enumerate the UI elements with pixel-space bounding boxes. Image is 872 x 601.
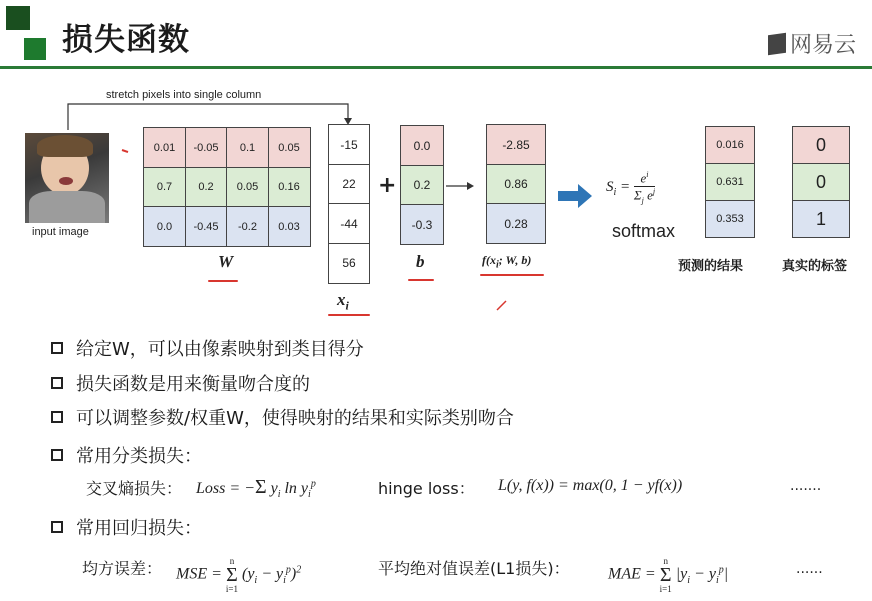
prediction-label: 预测的结果 — [678, 259, 744, 274]
mouth-shape — [59, 177, 73, 185]
pen-check-mark — [497, 301, 506, 310]
softmax-label: softmax — [612, 221, 676, 241]
mae-sum-top: n — [663, 556, 668, 566]
x-cell: -15 — [328, 124, 370, 165]
input-image-label: input image — [32, 226, 89, 238]
b-label: b — [416, 252, 425, 271]
ellipsis-2: ...... — [796, 561, 823, 577]
b-cell: 0.2 — [400, 165, 444, 206]
x-cell: -44 — [328, 203, 370, 244]
mse-sum-bottom: i=1 — [225, 584, 238, 594]
arrow-to-f-head — [467, 182, 474, 190]
x-label: $x_i$ — [337, 290, 349, 313]
prob-cell: 0.016 — [705, 126, 755, 164]
bullet-box — [51, 521, 63, 533]
w-cell: 0.16 — [268, 167, 311, 208]
page-title: 损失函数 — [62, 22, 190, 58]
mse-label: 均方误差： — [82, 559, 163, 578]
hinge-formula: L(y, f(x)) = max(0, 1 − yf(x)) — [498, 477, 683, 494]
prob-cell: 0.631 — [705, 163, 755, 201]
bullet-text-1: 给定W，可以由像素映射到类目得分 — [76, 339, 364, 360]
bullet-box — [51, 449, 63, 461]
w-cell: -0.45 — [185, 206, 228, 247]
truth-cell: 1 — [792, 200, 850, 238]
w-underline — [208, 280, 238, 282]
truth-cell: 0 — [792, 126, 850, 164]
w-cell: 0.05 — [268, 127, 311, 168]
ellipsis-1: ....... — [790, 478, 822, 494]
f-label: $f(x_i$; W, b) — [482, 253, 532, 271]
w-cell: -0.2 — [226, 206, 269, 247]
hinge-label: hinge loss： — [378, 479, 475, 498]
ce-formula: Loss = −Σ $y_i$ $\ln y_i^p$ — [196, 476, 316, 501]
truth-label: 真实的标签 — [782, 259, 848, 274]
bullet-text-4: 常用分类损失： — [76, 446, 202, 467]
plus-sign: + — [378, 173, 397, 198]
mae-sum-bottom: i=1 — [659, 584, 672, 594]
big-arrow-icon — [558, 184, 592, 208]
softmax-formula: $S_i$ = $\frac{e^i}{\Sigma_j e^j}$ — [606, 170, 656, 206]
mae-formula: MAE = n Σ i=1 $|y_i - y_i^p|$ — [608, 556, 729, 594]
stretch-label: stretch pixels into single column — [106, 89, 262, 101]
b-cell: -0.3 — [400, 204, 444, 245]
brand-text: 网易云 — [790, 33, 857, 58]
bullet-box — [51, 342, 63, 354]
w-cell: 0.0 — [143, 206, 186, 247]
mae-label: 平均绝对值误差(L1损失)： — [378, 559, 570, 578]
f-cell: -2.85 — [486, 124, 546, 165]
w-cell: 0.05 — [226, 167, 269, 208]
f-underline — [480, 274, 544, 276]
bullet-text-2: 损失函数是用来衡量吻合度的 — [76, 374, 310, 395]
x-cell: 56 — [328, 243, 370, 284]
b-cell: 0.0 — [400, 125, 444, 166]
shirt-shape — [29, 191, 105, 223]
x-cell: 22 — [328, 164, 370, 205]
f-cell: 0.28 — [486, 203, 546, 244]
mse-sum-top: n — [229, 556, 235, 566]
bullet-text-3: 可以调整参数/权重W，使得映射的结果和实际类别吻合 — [76, 408, 514, 429]
input-image — [25, 133, 109, 223]
ce-label: 交叉熵损失： — [86, 479, 183, 498]
x-underline — [328, 314, 370, 316]
prob-cell: 0.353 — [705, 200, 755, 238]
bullet-box — [51, 411, 63, 423]
w-cell: 0.1 — [226, 127, 269, 168]
pen-mark — [122, 150, 128, 152]
hair-shape — [37, 135, 93, 157]
w-cell: 0.2 — [185, 167, 228, 208]
bullet-box — [51, 377, 63, 389]
w-cell: 0.7 — [143, 167, 186, 208]
w-cell: 0.03 — [268, 206, 311, 247]
f-cell: 0.86 — [486, 164, 546, 205]
w-cell: 0.01 — [143, 127, 186, 168]
w-cell: -0.05 — [185, 127, 228, 168]
bullet-text-5: 常用回归损失： — [76, 518, 202, 539]
b-underline — [408, 279, 434, 281]
mse-formula: MSE = n Σ i=1 $(y_i - y_i^p)^2$ — [176, 556, 302, 594]
w-label: W — [218, 252, 234, 271]
truth-cell: 0 — [792, 163, 850, 201]
